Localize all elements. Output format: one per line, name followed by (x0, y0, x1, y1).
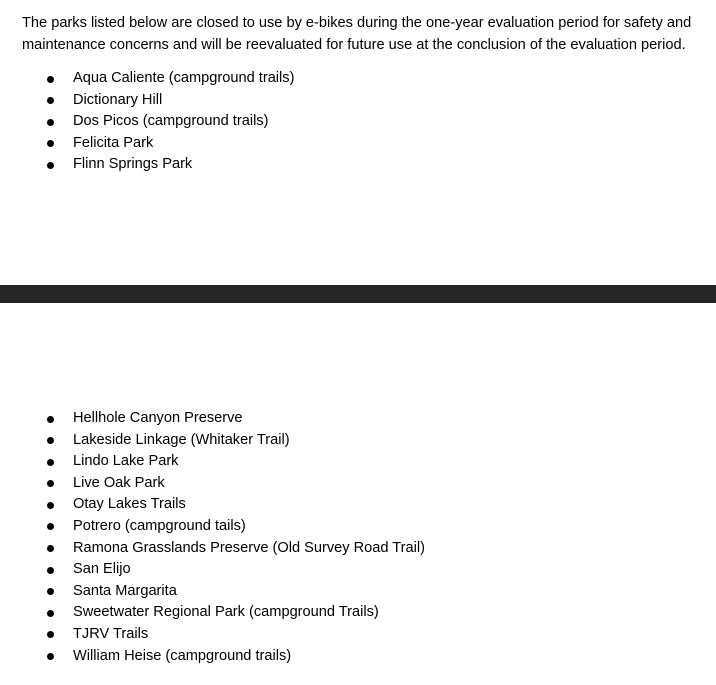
bullet-dot-icon (47, 416, 54, 423)
bullet-dot-icon (47, 480, 54, 487)
bullet-dot-icon (47, 459, 54, 466)
list-item (0, 68, 294, 90)
list-item (0, 111, 294, 133)
park-name: Felicita Park (73, 134, 154, 151)
bullet-dot-icon (47, 523, 54, 530)
park-name: Dos Picos (campground trails) (73, 113, 269, 130)
list-item (0, 494, 425, 516)
list-item (0, 602, 425, 624)
bullet-dot-icon (47, 502, 54, 509)
park-name: San Elijo (73, 561, 131, 578)
bullet-dot-icon (47, 97, 54, 104)
bullet-dot-icon (47, 76, 54, 83)
list-item (0, 90, 294, 112)
park-name: Dictionary Hill (73, 91, 163, 108)
list-item (0, 516, 425, 538)
list-item (0, 646, 425, 668)
list-item (0, 154, 294, 176)
park-name: Otay Lakes Trails (73, 496, 186, 513)
park-name: Sweetwater Regional Park (campground Trails) (73, 604, 379, 621)
park-name: Santa Margarita (73, 582, 177, 599)
list-item (0, 133, 294, 155)
bullet-dot-icon (47, 588, 54, 595)
list-item (0, 538, 425, 560)
list-item (0, 581, 425, 603)
park-name: Ramona Grasslands Preserve (Old Survey Road Trail) (73, 539, 426, 556)
bullet-dot-icon (47, 653, 54, 660)
park-name: Hellhole Canyon Preserve (73, 410, 243, 426)
closed-parks-list-page-1 (0, 68, 294, 176)
list-item (0, 559, 425, 581)
intro-paragraph: The parks listed below are closed to use by e-bikes during the one-year evaluation period for safety and maintenance concerns and will be reevaluated for future use at the conclusion of the evaluation period. (22, 15, 692, 53)
park-name: Potrero (campground tails) (73, 517, 246, 534)
list-item (0, 430, 425, 452)
bullet-dot-icon (47, 545, 54, 552)
park-name: Lakeside Linkage (Whitaker Trail) (73, 431, 290, 448)
list-item (0, 408, 425, 430)
park-name: Lindo Lake Park (73, 453, 179, 470)
list-item (0, 624, 425, 646)
page-break-divider (0, 285, 716, 303)
bullet-dot-icon (47, 119, 54, 126)
bullet-dot-icon (47, 437, 54, 444)
closed-parks-list-page-2 (0, 408, 425, 667)
bullet-dot-icon (47, 140, 54, 147)
park-name: Live Oak Park (73, 474, 165, 491)
bullet-dot-icon (47, 610, 54, 617)
park-name: William Heise (campground trails) (73, 647, 292, 664)
bullet-dot-icon (47, 567, 54, 574)
bullet-dot-icon (47, 631, 54, 638)
list-item (0, 473, 425, 495)
bullet-dot-icon (47, 162, 54, 169)
park-name: TJRV Trails (73, 625, 149, 642)
park-name: Flinn Springs Park (73, 156, 193, 173)
list-item (0, 451, 425, 473)
park-name: Aqua Caliente (campground trails) (73, 70, 295, 86)
